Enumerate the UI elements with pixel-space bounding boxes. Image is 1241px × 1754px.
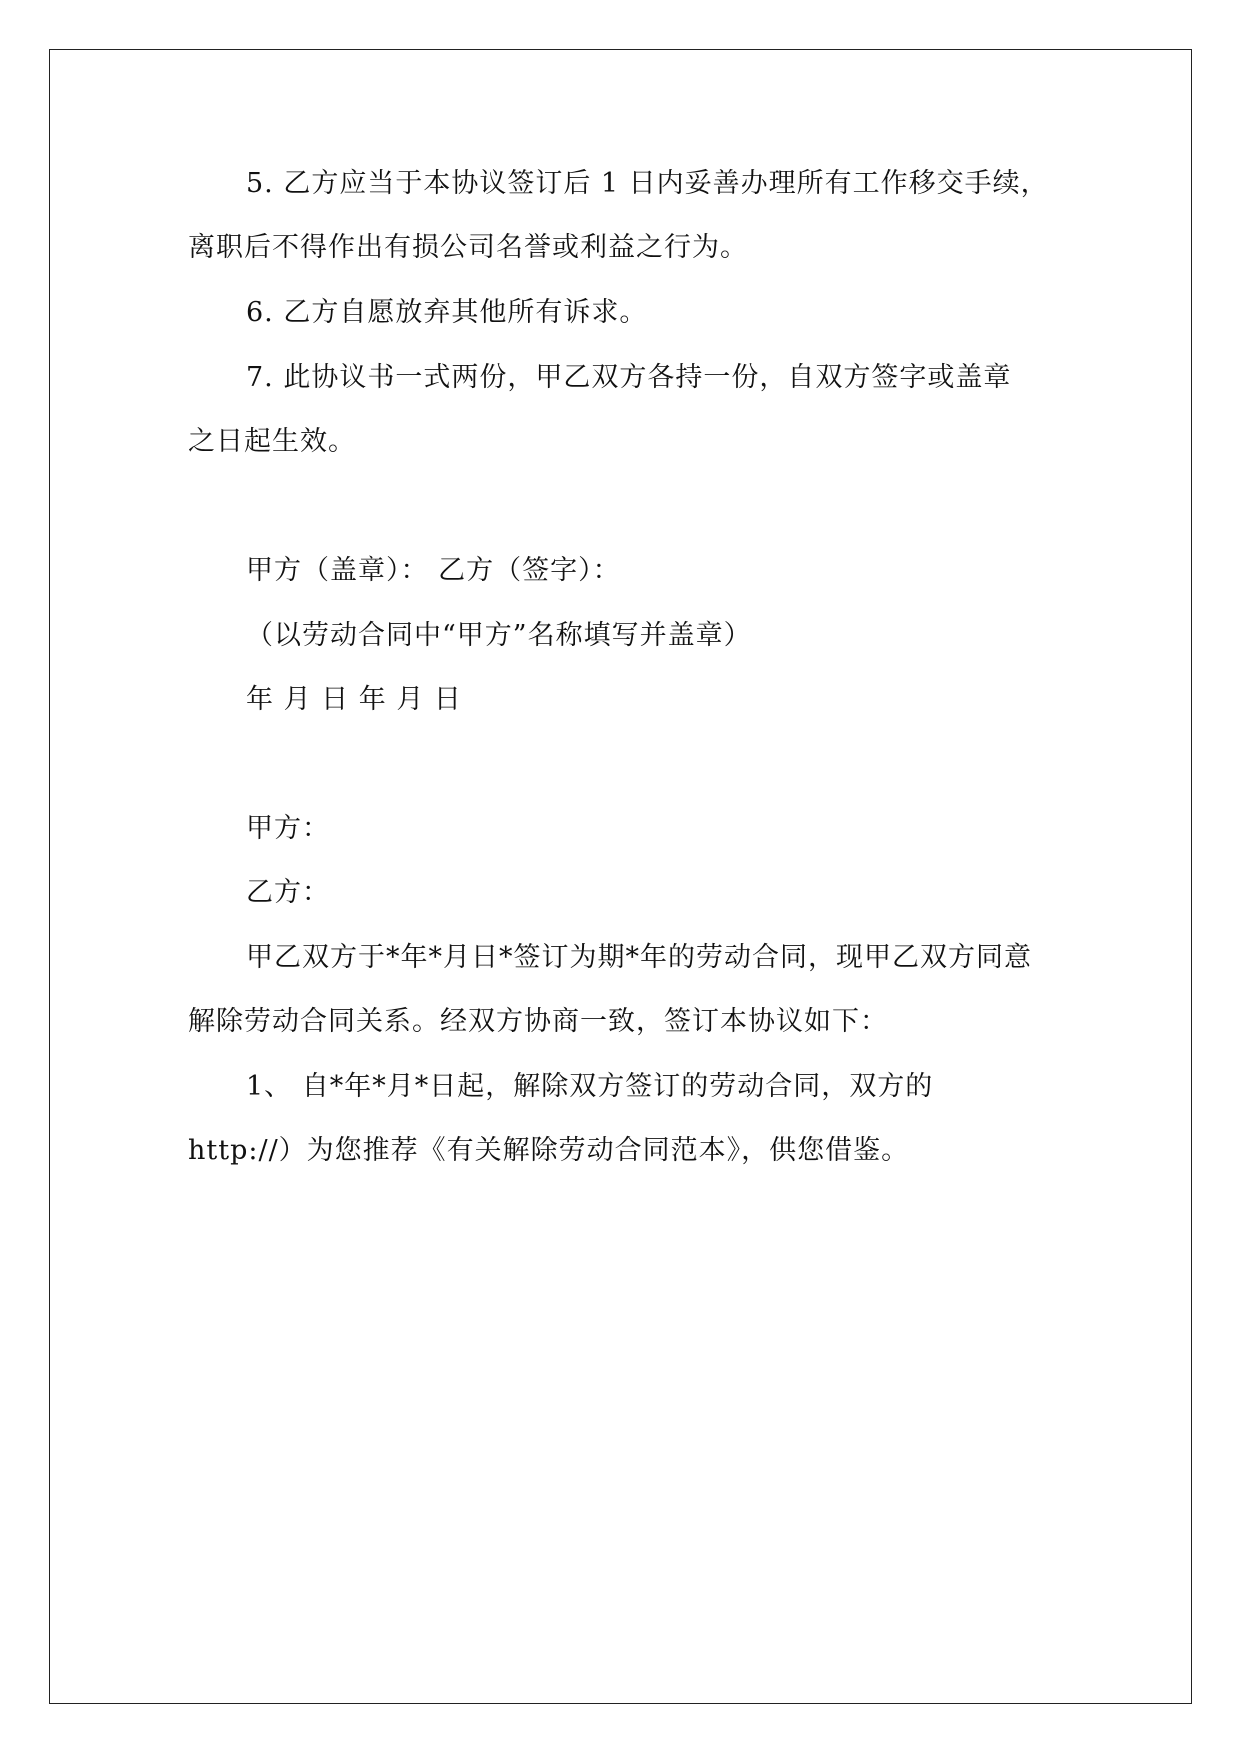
- clause-5-line-2: 离职后不得作出有损公司名誉或利益之行为。: [188, 232, 748, 263]
- recommendation-line: http://）为您推荐《有关解除劳动合同范本》，供您借鉴。: [188, 1135, 910, 1166]
- intro-line-2: 解除劳动合同关系。经双方协商一致，签订本协议如下：: [188, 1006, 888, 1037]
- intro-line-1: 甲乙双方于*年*月日*签订为期*年的劳动合同，现甲乙双方同意: [246, 942, 1032, 973]
- clause-6: 6. 乙方自愿放弃其他所有诉求。: [246, 297, 648, 328]
- term-1-line-1: 1、 自*年*月*日起，解除双方签订的劳动合同，双方的: [246, 1071, 934, 1102]
- party-a-label: 甲方：: [246, 813, 330, 844]
- signature-parties: 甲方（盖章）： 乙方（签字）：: [246, 555, 621, 586]
- clause-7-line-1: 7. 此协议书一式两份，甲乙双方各持一份，自双方签字或盖章: [246, 362, 1012, 393]
- clause-7-line-2: 之日起生效。: [188, 426, 356, 457]
- signature-dates: 年 月 日 年 月 日: [246, 684, 462, 715]
- stamp-note: （以劳动合同中“甲方”名称填写并盖章）: [246, 620, 752, 651]
- clause-5-line-1: 5. 乙方应当于本协议签订后 1 日内妥善办理所有工作移交手续，: [246, 168, 1049, 199]
- party-b-label: 乙方：: [246, 877, 330, 908]
